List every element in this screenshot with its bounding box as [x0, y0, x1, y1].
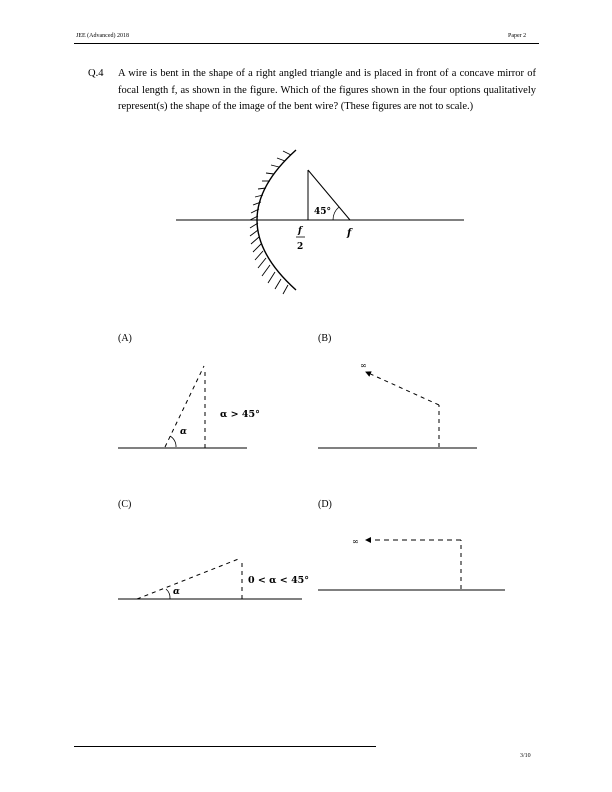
- angle-arc: [333, 207, 339, 220]
- header-paper: Paper 2: [508, 33, 527, 39]
- focal-label: f: [347, 228, 352, 239]
- footer-rule: [74, 746, 376, 747]
- option-c-figure: [118, 558, 309, 599]
- option-c-annotation: 0 < α < 45°: [248, 575, 310, 586]
- header-exam-title: JEE (Advanced) 2018: [76, 33, 129, 39]
- option-b-label[interactable]: (B): [318, 333, 332, 344]
- half-focal-denominator: 2: [297, 242, 304, 252]
- option-b-figure: [318, 361, 477, 448]
- option-c-label[interactable]: (C): [118, 499, 132, 510]
- option-a-annotation: α > 45°: [220, 409, 260, 420]
- question-number: Q.4: [88, 68, 104, 79]
- half-focal-numerator: f: [298, 226, 302, 236]
- option-d-label[interactable]: (D): [318, 499, 332, 510]
- question-text: A wire is bent in the shape of a right angled triangle and is placed in front of a concave mirror of focal length f, as shown in the figure. Which of the figures shown in the four options qualitatively represent(s) the shape of the image of the bent wire? (These figures are not to scale.): [118, 68, 536, 112]
- option-a-alpha: α: [180, 427, 187, 437]
- option-b-infinity: ∞: [360, 361, 367, 370]
- option-d-infinity: ∞: [352, 537, 359, 546]
- angle-label: 45°: [314, 207, 332, 217]
- mirror-hatching: [250, 151, 291, 294]
- option-d-figure: [318, 537, 505, 590]
- option-c-alpha: α: [173, 587, 180, 597]
- page-number: 3/10: [520, 753, 531, 759]
- option-a-label[interactable]: (A): [118, 333, 132, 344]
- option-a-figure: [118, 366, 260, 448]
